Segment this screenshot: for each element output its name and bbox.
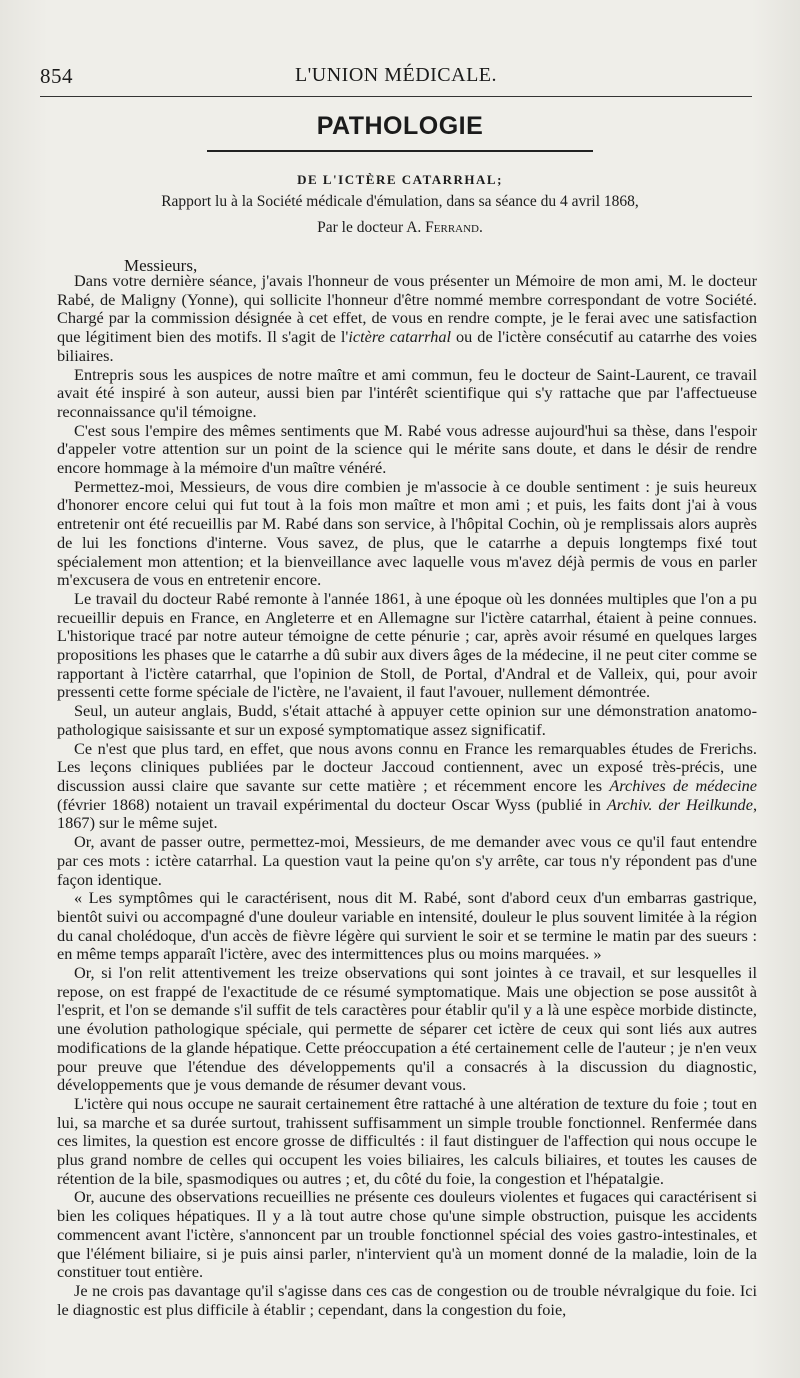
header-rule <box>40 96 752 97</box>
emphasis-text: Archiv. der Heilkunde <box>606 794 753 814</box>
article-body <box>57 272 757 1319</box>
emphasis-text: ictère catarrhal <box>348 327 452 347</box>
page-header <box>40 60 752 90</box>
paragraph: Je ne crois pas davantage qu'il s'agisse dans ces cas de congestion ou de trouble névralgique du foie. Ici le diagnostic est plus difficile à établir ; cependant, dans la congestion du foie, <box>57 1280 757 1319</box>
paragraph: Permettez-moi, Messieurs, de vous dire combien je m'associe à ce double sentiment : je suis heureux d'honorer encore celui qui fut tout à la fois mon maître et mon ami ; et puis, les faits dont j'ai à vous entretenir ont été recueillis par M. Rabé dans son service, à l'hôpital Cochin, où je remplissais alors auprès de lui les fonctions d'interne. Vous savez, de plus, que le catarrhe a depuis longtemps fixé tout spécialement mon attention; et la bienveillance avec laquelle vous m'avez déjà permis de vous en parler m'excusera de vous en entretenir encore. <box>57 476 757 590</box>
article-title: DE L'ICTÈRE CATARRHAL; <box>297 172 503 187</box>
paragraph: Seul, un auteur anglais, Budd, s'était attaché à appuyer cette opinion sur une démonstration anatomo-pathologique saisissante et sur un exposé symptomatique assez significatif. <box>57 701 757 739</box>
paragraph: « Les symptômes qui le caractérisent, nous dit M. Rabé, sont d'abord ceux d'un embarras gastrique, bientôt suivi ou accompagné d'une douleur variable en intensité, douleur le plus souvent limitée à la région du canal cholédoque, d'un accès de fièvre légère qui survient le soir et se termine le matin par des sueurs : en même temps apparaît l'ictère, avec des intermittences plus ou moins marquées. » <box>57 888 757 964</box>
section-title: PATHOLOGIE <box>316 112 484 140</box>
paragraph-text: Ce n'est que plus tard, en effet, que nous avons connu en France les remarquables études de Frerichs. Les leçons cliniques publiées par le docteur Jaccoud contiennent, avec un exposé très-précis, une discussion aussi claire que savante sur cette matière ; et récemment encore les <box>57 738 757 795</box>
paragraph: Entrepris sous les auspices de notre maître et ami commun, feu le docteur de Saint-Laurent, ce travail avait été inspiré à son auteur, aussi bien par l'intérêt scientifique qui s'y rattache que par l'affectueuse reconnaissance qu'il témoigne. <box>57 364 757 421</box>
paragraph-text: (février 1868) notaient un travail expérimental du docteur Oscar Wyss (publié in <box>57 794 607 814</box>
paragraph: C'est sous l'empire des mêmes sentiments que M. Rabé vous adresse aujourd'hui sa thèse, dans l'espoir d'appeler votre attention sur un point de la science qui le mérite sans doute, et dans le désir de rendre encore hommage à la mémoire d'un maître vénéré. <box>57 420 757 478</box>
section-rule <box>207 150 593 152</box>
journal-title: L'UNION MÉDICALE. <box>294 64 498 86</box>
paragraph-text: ou de l'ictère consécutif au catarrhe des voies biliaires. <box>57 327 758 365</box>
author-prefix: Par le docteur A. <box>317 219 426 236</box>
report-line: Rapport lu à la Société médicale d'émulation, dans sa séance du 4 avril 1868, <box>161 193 639 210</box>
paragraph: Or, si l'on relit attentivement les treize observations qui sont jointes à ce travail, et sur lesquelles il repose, on est frappé de l'exactitude de ce résumé symptomatique. Mais une objection se pose aussitôt à l'esprit, et l'on se demande s'il suffit de tels caractères pour établir qu'il y a là une espèce morbide distincte, une évolution pathologique spéciale, qui permette de séparer cet ictère de ceux qui sont liés aux autres modifications de la glande hépatique. Cette préoccupation a été certainement celle de l'auteur ; je n'en veux pour preuve que l'étendue des développements qu'il a consacrés à la discussion du diagnostic, développements que je vous demande de résumer devant vous. <box>57 963 757 1095</box>
author-name: Ferrand <box>425 219 480 236</box>
paragraph-text: Dans votre dernière séance, j'avais l'honneur de vous présenter un Mémoire de mon ami, M. le docteur Rabé, de Maligny (Yonne), qui sollicite l'honneur d'être nommé membre correspondant de votre Société. Chargé par la commission désignée à cet effet, de vous en rendre compte, je le ferai avec une satisfaction que légitiment bien des motifs. Il s'agit de l' <box>57 271 757 347</box>
author-suffix: . <box>479 219 483 236</box>
page-number: 854 <box>40 64 73 88</box>
salutation: Messieurs, <box>124 256 198 275</box>
paragraph: Le travail du docteur Rabé remonte à l'année 1861, à une époque où les données multiples que l'on a pu recueillir depuis en France, en Angleterre et en Allemagne sur l'ictère catarrhal, étaient à peine connues. L'historique tracé par notre auteur témoigne de cette pénurie ; car, après avoir résumé en quelques larges propositions les phases que le catarrhe a dû subir aux divers âges de la médecine, il ne peut citer comme se rapportant à l'ictère catarrhal, que l'opinion de Stoll, de Portal, d'Andral et de Valleix, qui, pour avoir pressenti cette forme spéciale de l'ictère, ne l'avaient, il faut l'avouer, nullement démontrée. <box>57 588 757 702</box>
author-line <box>0 219 800 237</box>
paragraph <box>57 740 757 834</box>
paragraph: Or, avant de passer outre, permettez-moi, Messieurs, de me demander avec vous ce qu'il faut entendre par ces mots : ictère catarrhal. La question vaut la peine qu'on s'y arrête, car tous n'y répondent pas d'une façon identique. <box>57 832 757 889</box>
paragraph: Or, aucune des observations recueillies ne présente ces douleurs violentes et fugaces qui caractérisent si bien les coliques hépatiques. Il y a là tout autre chose qu'une simple obstruction, puisque les accidents commencent avant l'ictère, s'annoncent par un trouble fonctionnel spécial des voies gastro-intestinales, et que l'élément biliaire, si je puis ainsi parler, n'intervient qu'à un moment donné de la maladie, loin de la constituer tout entière. <box>57 1187 757 1282</box>
paragraph: L'ictère qui nous occupe ne saurait certainement être rattaché à une altération de texture du foie ; tout en lui, sa marche et sa durée surtout, trahissent suffisamment un simple trouble fonctionnel. Renfermée dans ces limites, la question est encore grosse de difficultés : il faut distinguer de l'affection qui nous occupe le plus grand nombre de celles qui occupent les voies biliaires, les calculs biliaires, et toutes les causes de rétention de la bile, spasmodiques ou autres ; et, du côté du foie, la congestion et l'hépatalgie. <box>57 1093 757 1188</box>
paragraph <box>57 272 757 366</box>
emphasis-text: Archives de médecine <box>609 775 757 795</box>
paragraph-text: , 1867) sur le même sujet. <box>57 794 758 833</box>
